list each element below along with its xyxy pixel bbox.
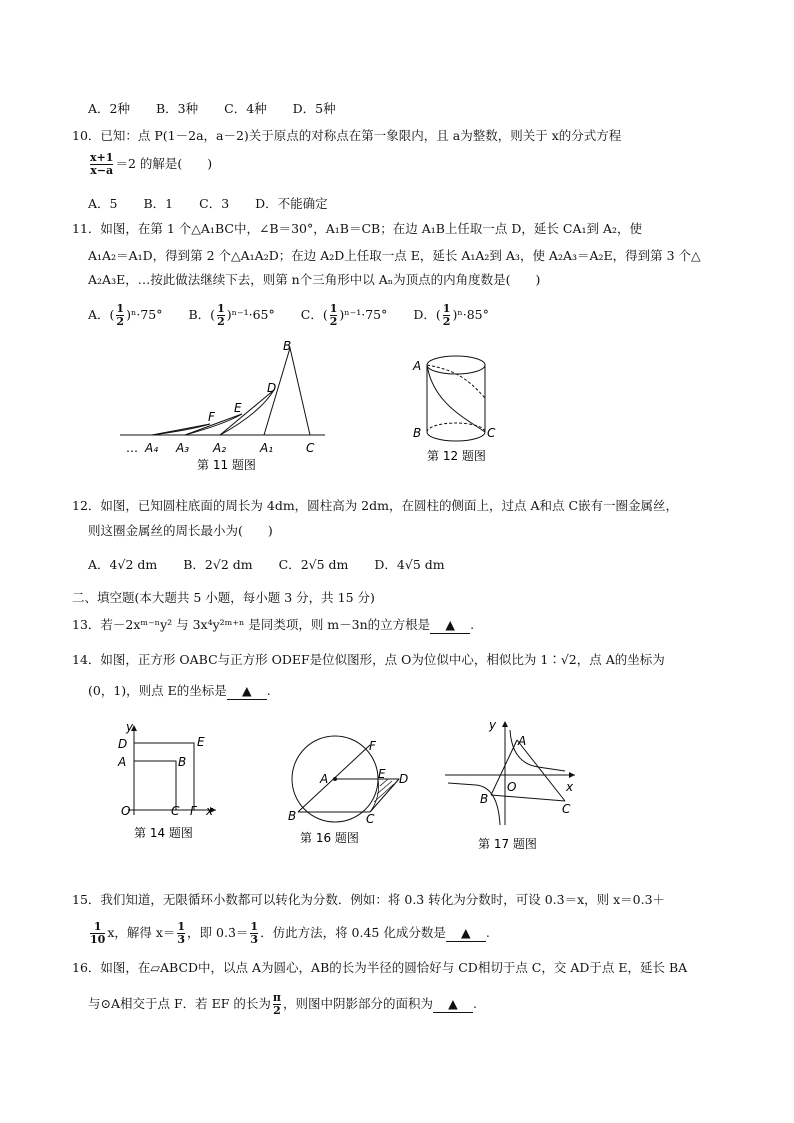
q16-answer-blank: ▲	[433, 996, 473, 1013]
fig12-label-a: A	[413, 359, 422, 373]
q11-line1: 11．如图，在第 1 个△A₁BC中，∠B＝30°，A₁B＝CB；在边 A₁B上任取一点 D，延长 CA₁到 A₂，使	[72, 221, 643, 236]
q10-frac-num: x+1	[90, 151, 114, 164]
q15-answer-blank: ▲	[446, 925, 486, 942]
fig14-square-odef	[134, 743, 194, 810]
figure-12	[405, 348, 515, 468]
fig16-label-c: C	[366, 812, 375, 826]
q10-equation	[88, 152, 212, 177]
q10-frac-den: x−a	[90, 164, 114, 177]
q10-options	[88, 196, 354, 212]
q16-line2: 与⊙A相交于点 F．若 EF 的长为 $\frac{\pi}{2}$ ，则图中阴影部分的面积为 ▲ .	[88, 991, 477, 1017]
figure-17	[440, 715, 585, 855]
q11-option-d: D．( $\frac{1}{2}$ )ⁿ·85°	[413, 302, 489, 328]
fig17-label-c: C	[562, 802, 571, 816]
fig17-segment-ac	[517, 740, 565, 801]
q10-option-c: C．3	[199, 196, 230, 211]
fig11-label-e: E	[234, 401, 242, 415]
fig14-square-oabc	[134, 761, 176, 810]
fig14-label-o: O	[121, 804, 131, 818]
q10-option-d: D．不能确定	[255, 196, 328, 211]
q12-options	[88, 557, 471, 573]
q14-line1: 14．如图，正方形 OABC与正方形 ODEF是位似图形，点 O为位似中心，相似比为 1∶√2，点 A的坐标为	[72, 652, 665, 667]
fig12-top-ellipse	[427, 356, 485, 374]
fig14-label-b: B	[178, 755, 187, 769]
fig11-label-d: D	[267, 381, 277, 395]
q10-option-a: A．5	[88, 196, 118, 211]
q15-fraction-b: $\frac{1}{3}$	[177, 920, 186, 946]
q15-fraction-c: $\frac{1}{3}$	[250, 920, 259, 946]
q9-options	[88, 101, 362, 117]
q14-line2: (0，1)，则点 E的坐标是 ▲ .	[88, 683, 271, 698]
fig16-label-d: D	[399, 772, 409, 786]
q13-line: 13．若－2xᵐ⁻ⁿy² 与 3x⁴y²ᵐ⁺ⁿ 是同类项，则 m－3n的立方根是 ▲ .	[72, 617, 475, 632]
fig17-caption: 第 17 题图	[478, 837, 537, 851]
fig11-label-b: B	[283, 339, 292, 353]
fig11-label-a1: A₁	[260, 441, 274, 455]
q11-line3: A₂A₃E，…按此做法继续下去，则第 n个三角形中以 Aₙ为顶点的内角度数是( )	[88, 272, 541, 287]
fig17-label-a: A	[518, 734, 527, 748]
fig16-label-a: A	[320, 772, 329, 786]
q12-option-d: D．4√5 dm	[374, 557, 445, 572]
fig14-label-d: D	[118, 737, 128, 751]
fig14-label-f: F	[190, 804, 197, 818]
fig14-label-e: E	[197, 735, 205, 749]
q9-option-c: C．4种	[224, 101, 267, 116]
fig17-label-o: O	[507, 780, 517, 794]
q11-line2: A₁A₂＝A₁D，得到第 2 个△A₁A₂D；在边 A₂D上任取一点 E，延长 A₁A₂到 A₃，使 A₂A₃＝A₂E，得到第 3 个△	[88, 248, 701, 263]
fig16-label-e: E	[378, 767, 386, 781]
fig12-bottom-back	[427, 423, 485, 432]
fig11-label-a2: A₂	[213, 441, 227, 455]
q10-option-b: B．1	[143, 196, 174, 211]
fig16-label-b: B	[288, 809, 297, 823]
q10-fraction	[90, 152, 113, 177]
fig17-hyperbola-q3	[448, 783, 500, 825]
q15-line2: $\frac{1}{10}$ x，解得 x＝ $\frac{1}{3}$ ，即 0.3̇＝ $\frac{1}{3}$ ．仿此方法，将 0.4̇5̇ 化成分数是 ▲ .	[90, 920, 490, 946]
fig14-label-a: A	[118, 755, 127, 769]
q9-option-a: A．2种	[88, 101, 130, 116]
fig12-wire-front	[427, 365, 485, 432]
fig17-label-y: y	[489, 718, 497, 732]
q11-option-c: C．( $\frac{1}{2}$ )ⁿ⁻¹·75°	[300, 302, 388, 328]
q15-fraction-a: $\frac{1}{10}$	[90, 920, 106, 946]
q10-stem: 10．已知：点 P(1－2a，a－2)关于原点的对称点在第一象限内，且 a为整数，则关于 x的分式方程	[72, 128, 622, 143]
fig11-label-a3: A₃	[176, 441, 190, 455]
q11-option-b: B．( $\frac{1}{2}$ )ⁿ⁻¹·65°	[188, 302, 275, 328]
q9-option-d: D．5种	[292, 101, 336, 116]
fig12-wire-back	[427, 365, 485, 398]
fig16-caption: 第 16 题图	[300, 831, 359, 845]
q12-line1: 12．如图，已知圆柱底面的周长为 4dm，圆柱高为 2dm，在圆柱的侧面上，过点 A和点 C嵌有一圈金属丝，	[72, 498, 679, 513]
fig11-label-f: F	[208, 410, 215, 424]
fig14-label-x: x	[206, 804, 214, 818]
q12-option-b: B．2√2 dm	[183, 557, 253, 572]
fig17-y-arrow	[502, 721, 508, 727]
q15-line1: 15．我们知道，无限循环小数都可以转化为分数．例如：将 0.3̇ 转化为分数时，可设 0.3̇＝x，则 x＝0.3＋	[72, 892, 666, 907]
q11-options	[88, 303, 515, 328]
q13-answer-blank: ▲	[430, 617, 470, 634]
q10-eq-tail: ＝2 的解是( )	[115, 156, 213, 171]
figure-16	[282, 728, 412, 850]
fig14-label-y: y	[126, 720, 134, 734]
fig17-label-x: x	[566, 780, 574, 794]
fig11-label-dots: …	[126, 441, 138, 455]
fig12-label-b: B	[413, 426, 422, 440]
fig11-caption: 第 11 题图	[197, 458, 256, 472]
fig17-segment-bc	[491, 795, 565, 801]
fig17-label-b: B	[480, 792, 489, 806]
fig16-center-dot	[333, 777, 337, 781]
fig11-label-c: C	[306, 441, 315, 455]
fig11-label-a4: A₄	[145, 441, 159, 455]
figure-11	[110, 338, 340, 478]
q12-option-c: C．2√5 dm	[278, 557, 349, 572]
q9-option-b: B．3种	[155, 101, 199, 116]
fig17-x-arrow	[569, 772, 575, 778]
q12-option-a: A．4√2 dm	[88, 557, 158, 572]
fig12-caption: 第 12 题图	[427, 449, 486, 463]
fig14-caption: 第 14 题图	[134, 826, 193, 840]
fig12-label-c: C	[487, 426, 496, 440]
section2-title: 二、填空题(本大题共 5 小题，每小题 3 分，共 15 分)	[72, 590, 375, 605]
q11-option-a: A．( $\frac{1}{2}$ )ⁿ·75°	[88, 302, 163, 328]
q16-line1: 16．如图，在▱ABCD中，以点 A为圆心，AB的长为半径的圆恰好与 CD相切于点 C，交 AD于点 E，延长 BA	[72, 960, 688, 975]
q14-answer-blank: ▲	[227, 683, 267, 700]
q12-line2: 则这圈金属丝的周长最小为( )	[88, 523, 273, 538]
figure-14	[108, 715, 238, 845]
fig14-label-c: C	[171, 804, 180, 818]
q16-fraction: $\frac{\pi}{2}$	[272, 991, 281, 1017]
q13-stem: 13．若－2xᵐ⁻ⁿy² 与 3x⁴y²ᵐ⁺ⁿ 是同类项，则 m－3n的立方根是	[72, 617, 431, 632]
fig16-label-f: F	[369, 739, 376, 753]
fig12-bottom-front	[427, 432, 485, 441]
